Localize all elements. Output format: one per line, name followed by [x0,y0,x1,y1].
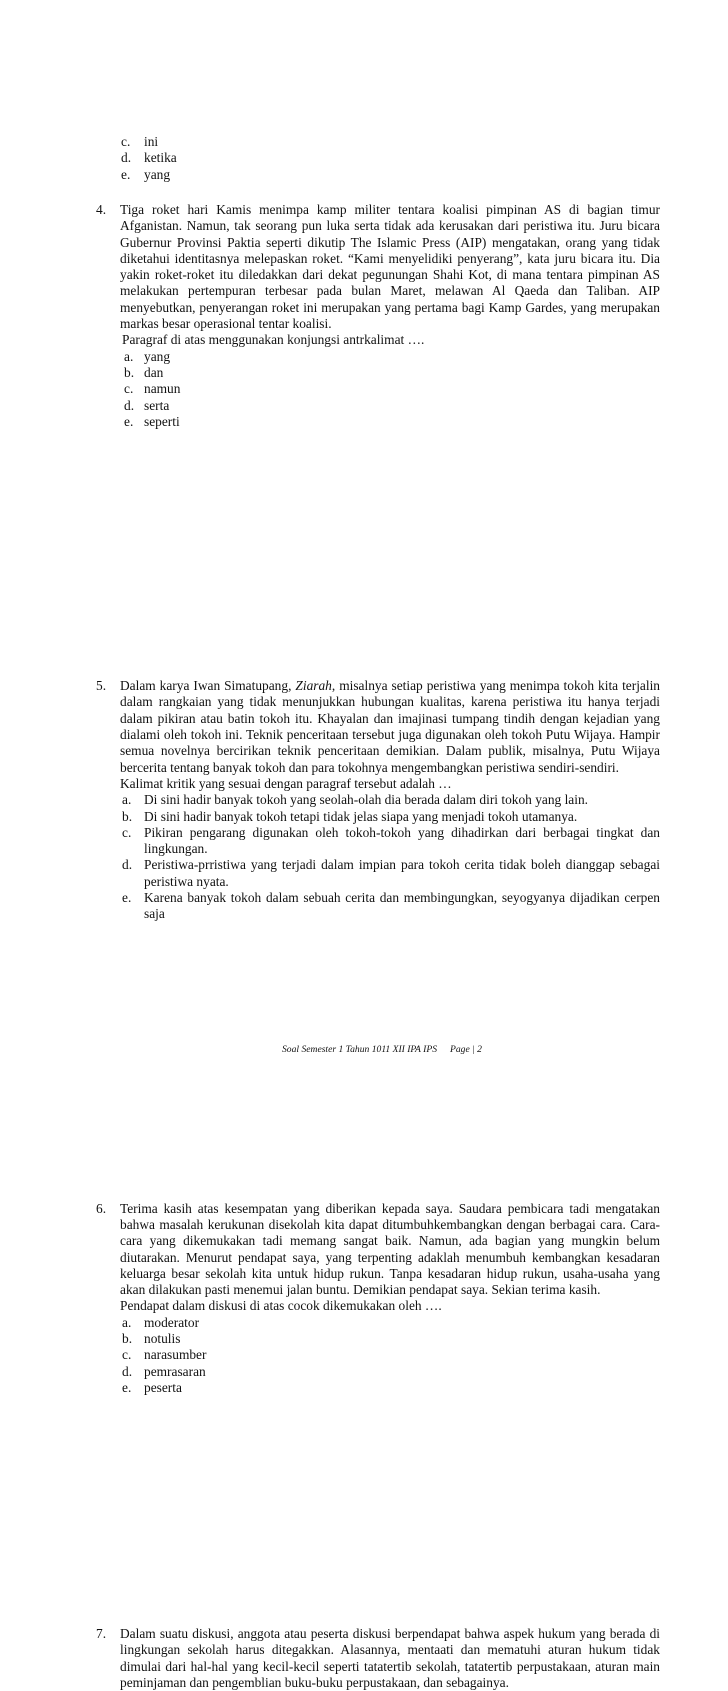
option-d: d. Peristiwa-prristiwa yang terjadi dalam impian para tokoh cerita tidak boleh dianggap sebagai peristiwa nyata. [122,857,660,889]
option-a: a. moderator [122,1314,200,1330]
question-7 [0,1626,728,1691]
question-5 [0,678,728,922]
option-e: e. Karena banyak tokoh dalam sebuah cerita dan membingungkan, seyogyanya dijadikan cerpen saja [122,890,660,922]
question-stem: Dalam suatu diskusi, anggota atau peserta diskusi berpendapat bahwa aspek hukum yang berada di lingkungan sekolah harus ditegakkan. Alasannya, mentaati dan mematuhi aturan hukum tidak dimulai dari hal-hal yang kecil-kecil seperti tatatertib sekolah, tatatertib perpustakaan, aturan main peminjaman dan pengemblian buku-buku perpustakaan, dan sebagainya. [120,1626,660,1691]
option-a: a. Di sini hadir banyak tokoh yang seolah-olah dia berada dalam diri tokoh yang lain. [122,792,589,808]
book-title: Ziarah [295,678,332,694]
question-prompt: Pendapat dalam diskusi di atas cocok dikemukakan oleh …. [120,1298,442,1314]
option-c: c. ini [121,134,159,149]
option-a: a. yang [124,348,171,364]
question-prompt: Paragraf di atas menggunakan konjungsi antrkalimat …. [122,332,425,348]
question-6 [0,1201,728,1397]
option-b: b. Di sini hadir banyak tokoh tetapi tidak jelas siapa yang menjadi tokoh utamanya. [122,808,578,824]
option-b: b. notulis [122,1330,181,1346]
option-e: e. yang [121,166,171,182]
carry-options [0,134,728,183]
option-b: b. dan [124,364,164,380]
footer-text: Soal Semester 1 Tahun 1011 XII IPA IPS [282,1044,437,1055]
option-e: e. seperti [124,413,180,429]
question-stem: Dalam karya Iwan Simatupang, Ziarah, misalnya setiap peristiwa yang menimpa tokoh kita terjalin dalam rangkaian yang tidak menunjukkan hubungan kualitas, karena peristiwa itu hanya terjadi dalam pikiran atau batin tokoh itu. Khayalan dan imajinasi tumpang tindih dengan kejadian yang dialami oleh tokoh ini. Teknik penceritaan tersebut juga digunakan oleh tokoh Putu Wijaya. Hampir semua novelnya bercirikan teknik penceritaan demikian. Dalam publik, misalnya, Putu Wijaya bercerita tentang banyak tokoh dan para tokohnya mengembangkan peristiwa sendiri-sendiri. [120,678,660,775]
question-number: 6. [96,1200,107,1216]
question-4 [0,202,728,430]
question-prompt: Kalimat kritik yang sesuai dengan paragraf tersebut adalah … [120,775,452,791]
option-c: c. namun [124,381,181,397]
question-number: 5. [96,678,107,694]
option-c: c. Pikiran pengarang digunakan oleh tokoh-tokoh yang dihadirkan dari berbagai tingkat dan lingkungan. [122,824,660,857]
option-c: c. narasumber [122,1347,207,1363]
option-d: d. ketika [121,150,177,166]
option-d: d. serta [124,397,170,413]
question-stem: Terima kasih atas kesempatan yang diberikan kepada saya. Saudara pembicara tadi mengatakan bahwa masalah kerukunan disekolah kita dapat ditumbuhkembangkan dengan berbagai cara. Cara-cara yang dikemukakan tadi memang sangat baik. Namun, ada bagian yang mungkin belum diutarakan. Menurut pendapat saya, yang terpenting adaklah menumbuh kembangkan kesadaran keluarga besar sekolah kita untuk hidup rukun. Tanpa kesadaran hidup rukun, usaha-usaha yang akan dilakukan pasti menemui jalan buntu. Demikian pendapat saya. Sekian terima kasih. [120,1200,660,1298]
question-stem: Tiga roket hari Kamis menimpa kamp militer tentara koalisi pimpinan AS di bagian timur Afganistan. Namun, tak seorang pun luka serta tidak ada kerusakan dari peristiwa itu. Juru bicara Gubernur Provinsi Paktia seperti dikutip The Islamic Press (AIP) mengatakan, orang yang tidak diketahui identitasnya melepaskan roket. “Kami menyelidiki penyerang”, kata juru bicara itu. Dia yakin roket-roket itu diledakkan dari dekat pegunungan Shahi Kot, di mana tentara pimpinan AS melakukan pertempuran terbesar pada bulan Maret, melawan Al Qaeda dan Taliban. AIP menyebutkan, penyerangan roket ini merupakan yang pertama bagi Kamp Gardes, yang merupakan markas besar operasional tentar koalisi. [120,202,660,332]
question-number: 4. [96,202,107,217]
page-number: Page | 2 [450,1044,482,1055]
option-e: e. peserta [122,1379,182,1395]
question-number: 7. [96,1626,107,1642]
option-d: d. pemrasaran [122,1363,206,1379]
